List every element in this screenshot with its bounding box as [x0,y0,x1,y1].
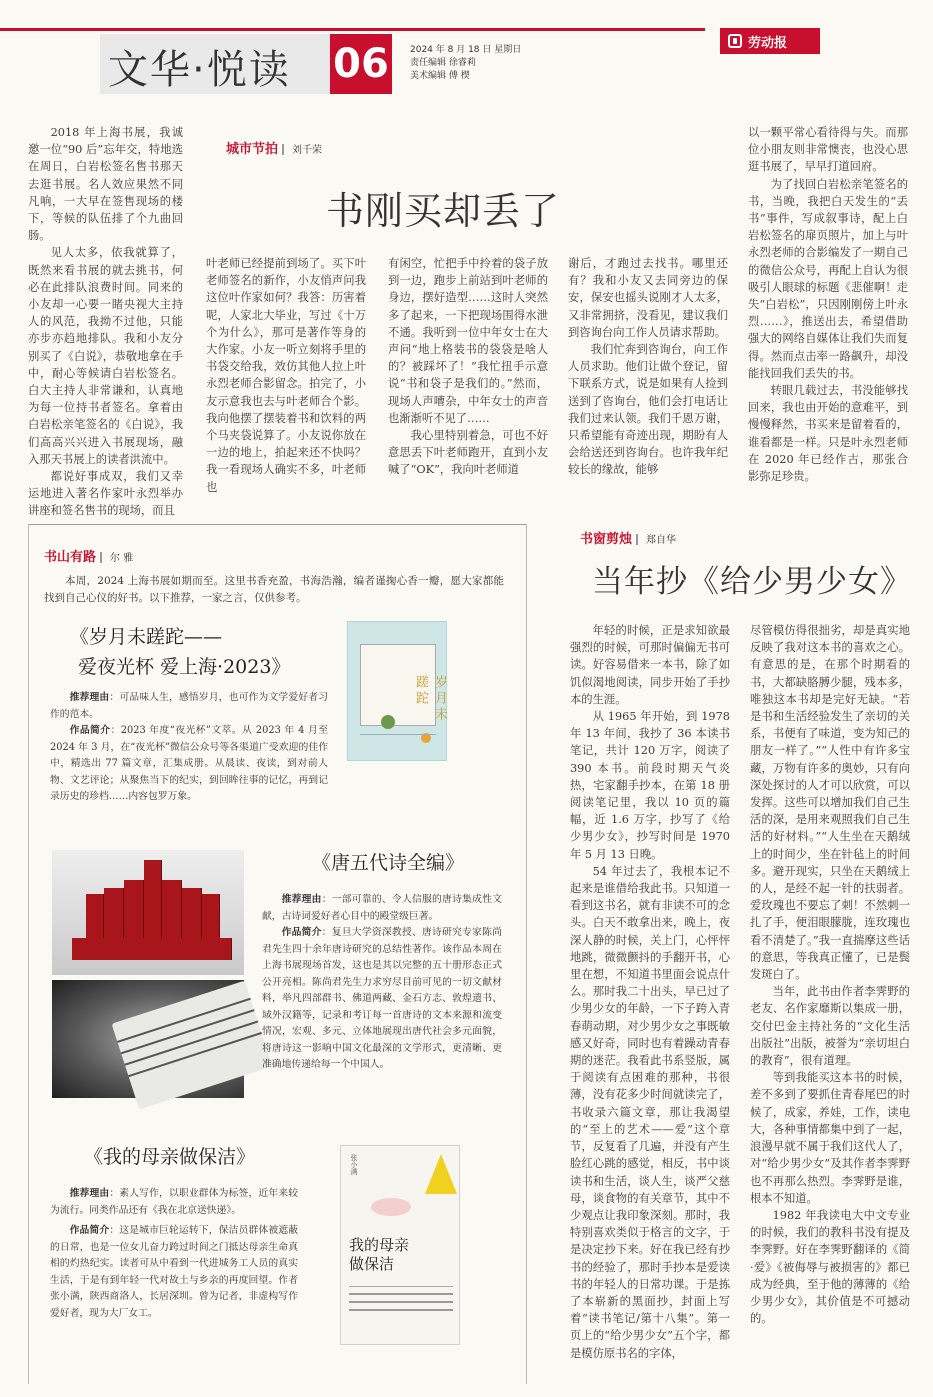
book2-reason [262,892,502,925]
kicker-divider [100,552,102,563]
cover-title [349,1236,409,1274]
intro-text: ：2023 年度“夜光杯”文萃。从 2023 年 4 月至 2024 年 3 月，在“夜光杯”微信公众号等各渠道广受欢迎的佳作中，精选出 77 篇文章，汇集成册。从晨读、夜读，到对前人物、文艺评论；从聚焦当下的纪实，到回眸往事的记忆，再到记录历史的珍档……内容包罗万象。 [50,725,329,802]
article2-intro: 本周，2024 上海书展如期而至。这里书香充盈，书海浩瀚，编者谨掬心香一瓣，愿大家都能找到自己心仪的好书。以下推荐，一家之言，仅供参考。 [44,575,504,604]
article1-column-3 [568,255,728,495]
section-title: 文华·悦读 [108,47,291,93]
article3-kicker [580,528,676,547]
paragraph: 尽管模仿得很拙劣，却是真实地反映了我对这本书的喜欢之心。有意思的是，在那个时期看的书，大都缺胳膊少腿，残本多，唯独这本书却是完好无缺。“若是书和生活经验发生了亲切的关系，书便有了味道，变为知己的朋友一样了。”“人性中有许多宝藏，万物有许多的奥妙，只有向深处探讨的人才可以欣赏，可以发挥。这些可以增加我们自己生活的深，是用来观照我们自己生活的好材料。”“人生坐在天鹅绒上的时间少，坐在针毡上的时间多。避开现实，只坐在天鹅绒上的人，是经不起一针的扶弱者。爱玫瑰也不要忘了刺！不然刺一扎了手，便泪眼朦胧，连玫瑰也看不清楚了。”我一直揣摩这些话的意思，等我真正懂了，已是鬓发斑白了。 [750,624,910,982]
text-line [128,1032,262,1077]
paragraph: 我们忙奔到咨询台，向工作人员求助。他们让做个登记，留下联系方式，说是如果有人捡到送到了咨询台，他们会打电话让我们过来认领。我们千恩万谢，只希望能有奇迹出现，期盼有人会给送还到咨询台。也许我年纪较长的缘故，能够 [568,343,728,477]
paragraph: 都说好事成双，我们又幸运地进入著名作家叶永烈举办讲座和签名售书的现场，而且 [28,470,183,518]
article2-kicker [44,546,133,565]
intro-text: ：这是城市巨轮运转下，保洁员群体被遮蔽的日常，也是一位女儿奋力跨过时间之门抵达母亲生命真相的灼热纪实。读者可从中看到一代进城务工人员的真实生活，于是有到年轻一代对故土与乡亲的再度回望。作者张小满，陕西商洛人，长居深圳。曾为记者，非虚构写作爱好者，现为大厂女工。 [50,1225,299,1319]
section-divider [28,524,526,525]
issue-date: 2024 年 8 月 18 日 星期日 [410,45,522,55]
text-line [117,998,251,1043]
paragraph: 谢后，才跑过去找书。哪里还有？我和小友又去同旁边的保安，保安也摇头说刚才人太多，又非常拥挤，没看见，建议我们到咨询台向工作人员请求帮助。 [568,257,728,339]
text-line [124,1021,258,1066]
paragraph: 有闲空，忙把手中拎着的袋子放到一边，跑步上前站到叶老师的身边，摆好造型……这时人突然多了起来，一下把现场围得水泄不通。我听到一位中年女士在大声问“地上格装书的袋袋是啥人的？被踩坏了！”我忙扭手示意说“书和袋子是我们的。”然而，现场人声嘈杂，中年女士的声音也渐渐听不见了…… [388,257,548,425]
cover-text-band [349,1286,453,1322]
reason-text: ：可品味人生，感悟岁月，也可作为文学爱好者习作的范本。 [50,692,329,720]
reason-label: 推荐理由 [69,1188,110,1199]
kicker-label: 城市节拍 [226,142,279,157]
book-title-line: 爱夜光杯 爱上海·2023》 [78,656,291,678]
art-editor: 美术编辑 傅 楔 [410,71,470,81]
intro-column [28,124,183,518]
paragraph: 见人太多，依我就算了，既然来看书展的就去挑书，何必在此排队浪费时间。同来的小友却一心要一睹央视大主持人的风范，我拗不过他，只能亦步亦趋地排队。我和小友分别买了《白说》，恭敬地拿在手中，耐心等候请白岩松签名。白大主持人非常谦和，认真地为每一位持书者签名。拿着由白岩松亲笔签名的《白说》，我们高高兴兴进入书展现场，融入那天书展上的读者洪流中。 [28,246,183,466]
open-page [112,981,273,1110]
cover-author: 张小满 [350,1154,358,1175]
book-base [72,938,232,960]
article1-title: 书刚买却丢了 [326,189,561,233]
responsible-editor: 责任编辑 徐睿莉 [410,58,476,68]
book2-title: 《唐五代诗全编》 [312,852,465,874]
book1-title [70,622,290,682]
article3-column-1 [570,622,730,1378]
header-info [410,44,521,83]
paragraph: 我心里特别着急，可也不好意思丢下叶老师跑开，直到小友喊了“OK”，我向叶老师道 [388,429,548,477]
text-line [121,1009,255,1054]
book-spine [104,888,124,938]
cover-panel [360,644,447,726]
cover-title-line: 做保洁 [349,1255,395,1273]
book1-intro [50,723,328,806]
logo-text: 劳动报 [748,35,788,51]
paragraph: 以一颗平常心看待得与失。而那位小朋友则非常懊丧，也没心思逛书展了，早早打道回府。 [748,126,908,174]
reason-text: ：素人写作，以职业群体为标签，近年来较为流行。同类作品还有《我在北京送快递》。 [50,1188,299,1216]
book-spine [144,860,162,938]
intro-text: ：复旦大学资深教授、唐诗研究专家陈尚君先生四十余年唐诗研究的总结性著作。该作品本周在上海书展现场首发，这也是其以完整的五十册形态正式公开亮相。陈尚君先生力求穷尽目前可见的一切文献材料，举凡四部群书、佛道两藏、金石方志、敦煌遗书、域外汉籍等，记录和考订每一首唐诗的文本来源和流变情况，宏观、多元、立体地展现出唐代社会多元面貌，将唐诗这一影响中国文化最深的文学形式，更清晰、更准确地传递给每一个中国人。 [262,927,503,1070]
book3-details [50,1186,298,1322]
book1-cover-image [347,621,447,761]
paragraph: 从 1965 年开始，到 1978 年 13 年间，我抄了 36 本读书笔记，共计 120 万字，阅读了 390 本书。前段时期天气炎热，宅家翻手抄本，在第 18 册阅读笔记里，我以 10 页的篇幅，近 1.6 万字，抄写了《给少男少女》，抄写时间是 1970 年 5 月 13 日晚。 [570,710,730,861]
article1-author: 刘千荣 [292,145,323,156]
paragraph: 当年，此书由作者李霁野的老友、名作家靡斯以集成一册，交付巴金主持社务的“文化生活出版社”出版，被誉为“亲切坦白的教育”，很有道理。 [750,985,910,1068]
kicker-divider [282,144,284,155]
paragraph: 转眼几载过去，书没能够找回来，我也由开始的意难平，到慢慢释然，书买来是留着看的，谁看都是一样。只是叶永烈老师在 2020 年已经作古，那张合影弥足珍贵。 [748,384,908,484]
reason-label: 推荐理由 [69,692,110,703]
book-spine [124,880,144,938]
warning-sign-illustration [425,1154,457,1194]
intro-label: 作品简介 [69,725,111,736]
reason-text: ：一部可靠的、令人信服的唐诗集成性文献，古诗词爱好者心目中的殿堂级巨著。 [262,894,503,922]
paragraph: 为了找回白岩松亲笔签名的书，当晚，我把白天发生的“丢书”事件，写成叙事诗，配上白岩松签名的扉页照片，加上与叶永烈老师的合影编发了一期自己的微信公众号，再配上自认为很吸引人眼球的标题《悲催啊！走失“白岩松”，只因刚刚傍上叶永烈……》，推送出去，希望借助强大的网络自媒体让我们失而复得。然而点击率一路飙升，却没能找回我们丢失的书。 [748,177,908,380]
book3-title: 《我的母亲做保洁》 [84,1146,256,1168]
book3-cover-image [340,1145,460,1345]
article1-column-4 [748,124,908,494]
book-spine [86,894,104,938]
cover-title: 岁月未蹉跎 [413,675,447,723]
paragraph: 等到我能买这本书的时候，差不多到了要抓住青春尾巴的时候了，成家，养娃，工作，读电大，各种事情都集中到了一起，浪漫早就不属于我们这代人了，对“给少男少女”及其作者李霁野也不再那么热烈。李霁野是谁，根本不知道。 [750,1071,910,1205]
book2-page-photo [52,980,244,1098]
kicker-label: 书山有路 [44,550,97,565]
reason-label: 推荐理由 [281,894,322,905]
paragraph: 叶老师已经提前到场了。买下叶老师签名的新作，小友悄声问我这位叶作家如何？我答：历害着呢，人家北大毕业，写过《十万个为什么》，那可是著作等身的大作家。小友一听立刻将手里的书袋交给我，效仿其他人拉上叶永烈老师合影留念。拍完了，小友示意我也去与叶老师合个影。我向他摆了摆装着书和饮料的两个马夹袋说算了。小友说你放在一边的地上，拍起来还不快吗？我一看现场人确实不多，叶老师也 [206,257,366,494]
kicker-label: 书窗剪烛 [580,532,633,547]
book-spine [182,888,202,938]
cover-title-line: 我的母亲 [349,1236,410,1254]
book2-details [262,892,502,1074]
intro-label: 作品简介 [69,1225,110,1236]
book2-intro [262,925,502,1074]
paragraph: 1982 年我读电大中文专业的时候，我们的教科书没有提及李霁野。好在李霁野翻译的《简·爱》《被侮辱与被损害的》都已成为经典，至于他的薄薄的《给少男少女》，其价值是不可撼动的。 [750,1208,910,1326]
book-spine [162,880,182,938]
intro-label: 作品简介 [281,927,322,938]
article1-column-2 [388,255,548,495]
section-divider [526,524,527,1384]
newspaper-logo [720,28,820,54]
cover-rule [360,734,436,735]
kicker-divider [636,534,638,545]
logo-icon [728,34,742,48]
header-rule [0,28,705,31]
cover-illustration [381,715,395,729]
article1-kicker [226,138,322,157]
book-spine [202,894,220,938]
article3-column-2 [750,622,910,1378]
book1-reason [50,690,328,723]
book3-reason [50,1186,298,1219]
section-divider [28,524,29,1384]
article2-author: 尔 雅 [110,553,134,564]
article1-column-1 [206,255,366,495]
paragraph: 54 年过去了，我根本记不起来是谁借给我此书。只知道一看到这书名，就有非读不可的念头。白天不敢拿出来，晚上，夜深人静的时候，关上门，心怦怦地跳，微微颤抖的手翻开书，心里在想，不知道书里面会说点什么。那时我二十出头，早已过了少男少女的年龄，一下子跨入青春萌动期，对少男少女之事既敏感又好奇，同时也有着躁动青春期的迷茫。我看此书系竖版，属于阅读有点困难的那种，书很薄，没有花多少时间就读完了，书收录六篇文章，那让我渴望的“至上的艺术——爱”这个章节，反复看了几遍，并没有产生脸红心跳的感觉，相反，书中谈读书和生活，谈人生，谈严父慈母，谈食物的有关章节，其中不少观点让我印象深刻。那时，我特别喜欢类似于格言的文字，于是决定抄下来。好在我已经有抄书的经验了，那时手抄本是爱读书的年轻人的日常功课。于是拣了本崭新的黑面抄，封面上写着“读书笔记/第十八集”。第一页上的“给少男少女”五个字，都是模仿原书名的字体， [570,864,730,1360]
page-number: 06 [330,34,392,94]
article3-author: 郑自华 [646,535,677,546]
book3-intro [50,1223,298,1322]
book-title-line: 《岁月未蹉跎—— [70,626,223,648]
cover-illustration [371,1198,411,1216]
paragraph: 年轻的时候，正是求知欲最强烈的时候，可那时偏偏无书可读。好容易借来一本书，除了如饥似渴地阅读，同步开始了手抄本的生涯。 [570,624,730,706]
paragraph: 2018 年上海书展，我诚邀一位“90 后”忘年交，特地选在周日，白岩松签名售书那天去逛书展。名人效应果然不同凡响，一大早在签售现场的楼下，等候的队伍排了个九曲回肠。 [28,126,183,243]
article3-title: 当年抄《给少男少女》 [592,564,912,600]
book1-details [50,690,328,806]
book2-photo-set [52,850,244,975]
